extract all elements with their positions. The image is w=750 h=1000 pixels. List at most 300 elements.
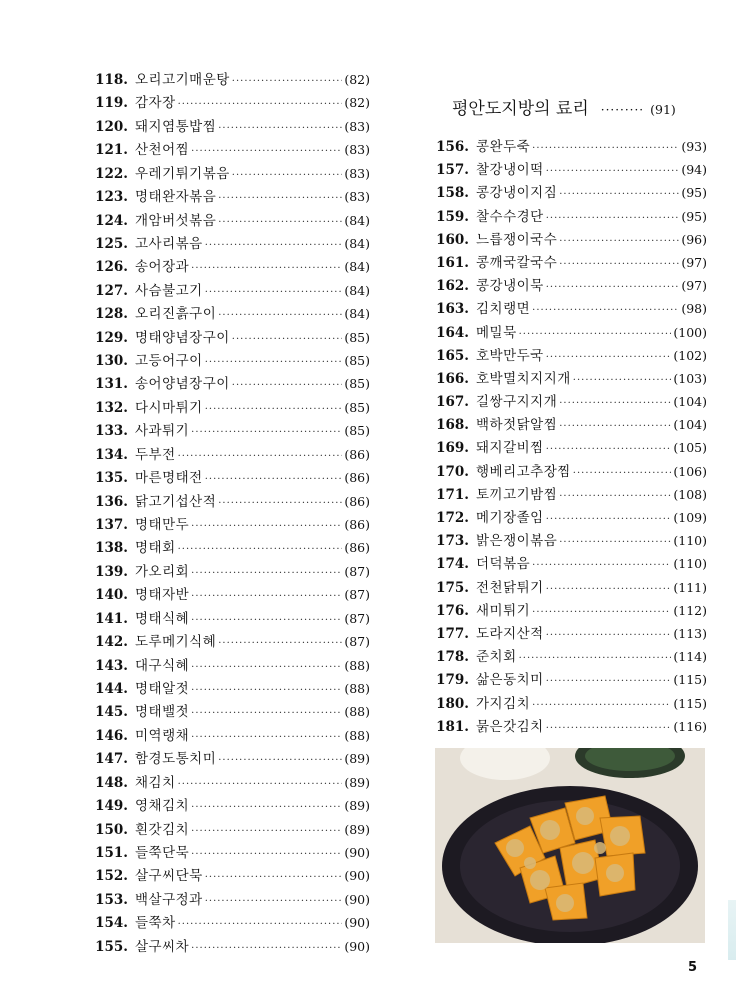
leader-dots — [205, 398, 343, 421]
entry-title: 감자장 — [135, 95, 176, 112]
entry-number: 123. — [95, 189, 128, 206]
entry-page: (93) — [681, 139, 707, 154]
toc-entry — [88, 162, 370, 185]
toc-entry — [435, 645, 707, 668]
leader-dots — [191, 726, 342, 749]
entry-page: (97) — [681, 254, 707, 270]
entry-title: 행베리고추장찜 — [476, 463, 571, 480]
toc-entry — [88, 560, 370, 583]
toc-entry — [88, 396, 370, 419]
toc-right-column — [435, 135, 707, 738]
toc-entry — [435, 228, 707, 251]
entry-page: (89) — [344, 774, 370, 790]
entry-page: (113) — [673, 625, 707, 641]
entry-number: 163. — [436, 301, 469, 318]
entry-page: (104) — [673, 417, 707, 433]
leader-dots — [205, 234, 343, 257]
entry-page: (100) — [673, 324, 707, 340]
entry-number: 127. — [95, 282, 128, 299]
entry-number: 131. — [95, 376, 128, 393]
leader-dots — [546, 624, 672, 647]
leader-dots — [205, 468, 343, 491]
page-edge-tab — [728, 900, 736, 960]
leader-dots — [191, 679, 342, 702]
entry-title: 콩강냉이묵 — [476, 278, 544, 295]
entry-title: 영채김치 — [135, 798, 190, 815]
leader-dots — [178, 93, 343, 116]
toc-entry — [88, 700, 370, 723]
leader-dots — [218, 492, 342, 515]
toc-entry — [435, 576, 707, 599]
entry-title: 명태완자볶음 — [135, 189, 217, 206]
entry-title: 백하젓닭알찜 — [476, 417, 558, 434]
toc-entry — [435, 506, 707, 529]
leader-dots — [519, 647, 672, 670]
entry-page: (89) — [344, 751, 370, 767]
entry-page: (85) — [344, 376, 370, 392]
entry-page: (86) — [344, 470, 370, 486]
entry-title: 송어양념장구이 — [135, 376, 230, 393]
toc-entry — [88, 255, 370, 278]
entry-number: 154. — [95, 915, 128, 932]
entry-title: 토끼고기밤찜 — [476, 486, 558, 503]
toc-entry — [88, 443, 370, 466]
entry-page: (84) — [344, 235, 370, 251]
toc-entry — [435, 715, 707, 738]
entry-page: (110) — [673, 556, 707, 572]
leader-dots — [532, 137, 679, 160]
leader-dots — [191, 585, 342, 608]
entry-number: 151. — [95, 844, 128, 861]
entry-number: 137. — [95, 517, 128, 534]
entry-title: 명태밸젓 — [135, 704, 190, 721]
entry-number: 159. — [436, 208, 469, 225]
toc-entry — [88, 209, 370, 232]
toc-entry — [88, 583, 370, 606]
entry-number: 164. — [436, 324, 469, 341]
entry-page: (86) — [344, 540, 370, 556]
toc-entry — [435, 344, 707, 367]
entry-number: 155. — [95, 938, 128, 955]
toc-entry — [88, 935, 370, 958]
entry-title: 들쭉단묵 — [135, 844, 190, 861]
entry-page: (83) — [344, 189, 370, 205]
toc-entry — [435, 297, 707, 320]
toc-entry — [88, 911, 370, 934]
entry-number: 156. — [436, 139, 469, 155]
entry-title: 가지김치 — [476, 695, 531, 712]
entry-page: (94) — [681, 162, 707, 178]
leader-dots — [205, 281, 343, 304]
entry-number: 145. — [95, 704, 128, 721]
entry-number: 125. — [95, 235, 128, 252]
toc-entry — [88, 607, 370, 630]
toc-entry — [88, 864, 370, 887]
toc-entry — [435, 390, 707, 413]
entry-title: 오리고기매운탕 — [135, 72, 230, 88]
entry-title: 미역랭채 — [135, 727, 190, 744]
toc-entry — [88, 68, 370, 91]
toc-entry — [88, 302, 370, 325]
entry-title: 명태만두 — [135, 517, 190, 534]
entry-number: 128. — [95, 306, 128, 323]
toc-entry — [435, 460, 707, 483]
leader-dots — [191, 937, 342, 960]
toc-entry — [88, 419, 370, 442]
entry-number: 158. — [436, 185, 469, 202]
toc-entry — [435, 321, 707, 344]
entry-page: (106) — [673, 463, 707, 479]
page-number: 5 — [688, 960, 698, 975]
toc-entry — [88, 724, 370, 747]
entry-page: (114) — [673, 649, 707, 665]
leader-dots — [546, 207, 680, 230]
leader-dots — [218, 117, 342, 140]
toc-entry — [88, 185, 370, 208]
food-photo-image — [435, 748, 705, 943]
entry-title: 고사리볶음 — [135, 235, 203, 252]
entry-page: (90) — [344, 891, 370, 907]
entry-number: 181. — [436, 718, 469, 735]
leader-dots — [573, 369, 672, 392]
toc-entry — [88, 490, 370, 513]
entry-number: 167. — [436, 394, 469, 411]
entry-number: 134. — [95, 446, 128, 463]
entry-number: 142. — [95, 634, 128, 651]
entry-number: 175. — [436, 579, 469, 596]
entry-number: 153. — [95, 891, 128, 908]
toc-entry — [435, 552, 707, 575]
entry-page: (112) — [673, 602, 707, 618]
leader-dots — [546, 438, 672, 461]
leader-dots — [559, 392, 671, 415]
toc-entry — [88, 372, 370, 395]
entry-page: (84) — [344, 259, 370, 275]
toc-entry — [88, 747, 370, 770]
entry-number: 130. — [95, 353, 128, 370]
entry-title: 사슴불고기 — [135, 282, 203, 299]
leader-dots — [205, 890, 343, 913]
entry-page: (86) — [344, 517, 370, 533]
entry-page: (89) — [344, 798, 370, 814]
entry-title: 채김치 — [135, 774, 176, 791]
entry-page: (102) — [673, 347, 707, 363]
entry-title: 두부전 — [135, 446, 176, 463]
toc-entry — [88, 349, 370, 372]
entry-number: 119. — [95, 95, 128, 112]
entry-page: (84) — [344, 306, 370, 322]
entry-title: 살구씨차 — [135, 938, 190, 955]
entry-page: (90) — [344, 915, 370, 931]
entry-title: 묽은갓김치 — [476, 718, 544, 735]
entry-page: (83) — [344, 142, 370, 158]
entry-number: 174. — [436, 556, 469, 573]
entry-number: 170. — [436, 463, 469, 480]
entry-number: 157. — [436, 162, 469, 179]
entry-number: 144. — [95, 680, 128, 697]
entry-number: 141. — [95, 610, 128, 627]
entry-title: 고등어구이 — [135, 353, 203, 370]
entry-number: 148. — [95, 774, 128, 791]
toc-entry — [88, 630, 370, 653]
entry-title: 콩완두죽 — [476, 139, 531, 155]
entry-page: (88) — [344, 727, 370, 743]
leader-dots — [559, 253, 679, 276]
toc-entry — [435, 274, 707, 297]
leader-dots — [546, 160, 680, 183]
entry-title: 명태식혜 — [135, 610, 190, 627]
entry-page: (90) — [344, 844, 370, 860]
entry-number: 146. — [95, 727, 128, 744]
entry-number: 139. — [95, 563, 128, 580]
entry-page: (87) — [344, 610, 370, 626]
entry-title: 길쌍구지지개 — [476, 394, 558, 411]
entry-title: 대구식혜 — [135, 657, 190, 674]
leader-dots — [232, 70, 343, 93]
leader-dots — [519, 323, 672, 346]
entry-page: (84) — [344, 282, 370, 298]
toc-entry — [88, 888, 370, 911]
leader-dots — [191, 820, 342, 843]
entry-number: 150. — [95, 821, 128, 838]
toc-entry — [435, 483, 707, 506]
entry-number: 138. — [95, 540, 128, 557]
entry-page: (86) — [344, 446, 370, 462]
entry-page: (87) — [344, 587, 370, 603]
entry-page: (88) — [344, 657, 370, 673]
entry-number: 178. — [436, 649, 469, 666]
leader-dots — [532, 554, 671, 577]
entry-title: 마른명태전 — [135, 470, 203, 487]
entry-title: 준치회 — [476, 649, 517, 666]
leader-dots — [546, 717, 672, 740]
leader-dots — [191, 562, 342, 585]
entry-number: 135. — [95, 470, 128, 487]
toc-entry — [88, 232, 370, 255]
entry-title: 콩강냉이지짐 — [476, 185, 558, 202]
toc-entry — [435, 622, 707, 645]
entry-page: (87) — [344, 563, 370, 579]
leader-dots — [232, 164, 343, 187]
leader-dots — [559, 415, 671, 438]
entry-page: (98) — [681, 301, 707, 317]
toc-entry — [88, 677, 370, 700]
leader-dots — [205, 866, 343, 889]
section-page: (91) — [650, 102, 676, 117]
toc-entry — [88, 279, 370, 302]
toc-entry — [88, 794, 370, 817]
leader-dots — [191, 843, 342, 866]
entry-title: 전천닭튀기 — [476, 579, 544, 596]
leader-dots — [559, 531, 671, 554]
entry-page: (97) — [681, 278, 707, 294]
leader-dots — [191, 609, 342, 632]
entry-number: 169. — [436, 440, 469, 457]
leader-dots — [559, 485, 671, 508]
entry-page: (89) — [344, 821, 370, 837]
entry-number: 147. — [95, 751, 128, 768]
leader-dots — [559, 230, 679, 253]
entry-number: 126. — [95, 259, 128, 276]
toc-entry — [435, 436, 707, 459]
leader-dots — [191, 421, 342, 444]
entry-page: (105) — [673, 440, 707, 456]
entry-number: 149. — [95, 798, 128, 815]
entry-number: 120. — [95, 118, 128, 135]
entry-title: 삶은동치미 — [476, 672, 544, 689]
entry-page: (82) — [344, 95, 370, 111]
entry-page: (103) — [673, 370, 707, 386]
entry-title: 호박멸치지지개 — [476, 370, 571, 387]
entry-page: (96) — [681, 231, 707, 247]
leader-dots — [232, 374, 343, 397]
entry-number: 124. — [95, 212, 128, 229]
toc-entry — [435, 692, 707, 715]
entry-title: 명태자반 — [135, 587, 190, 604]
entry-page: (110) — [673, 533, 707, 549]
toc-entry — [435, 205, 707, 228]
entry-title: 살구씨단묵 — [135, 868, 203, 885]
leader-dots — [191, 796, 342, 819]
entry-page: (83) — [344, 118, 370, 134]
entry-number: 133. — [95, 423, 128, 440]
leader-dots — [191, 515, 342, 538]
entry-title: 명태알젓 — [135, 680, 190, 697]
leader-dots — [232, 328, 343, 351]
entry-title: 도루메기식혜 — [135, 634, 217, 651]
leader-dots — [559, 183, 679, 206]
toc-entry — [88, 654, 370, 677]
toc-entry — [435, 413, 707, 436]
entry-title: 사과튀기 — [135, 423, 190, 440]
entry-title: 오리진흙구이 — [135, 306, 217, 323]
toc-entry — [435, 135, 707, 158]
entry-number: 122. — [95, 165, 128, 182]
entry-number: 165. — [436, 347, 469, 364]
leader-dots — [178, 445, 343, 468]
toc-entry — [435, 599, 707, 622]
entry-page: (108) — [673, 486, 707, 502]
entry-title: 느릅쟁이국수 — [476, 231, 558, 248]
entry-page: (85) — [344, 353, 370, 369]
entry-title: 새미튀기 — [476, 602, 531, 619]
leader-dots — [218, 632, 342, 655]
entry-page: (83) — [344, 165, 370, 181]
entry-title: 찰강냉이떡 — [476, 162, 544, 179]
entry-number: 162. — [436, 278, 469, 295]
leader-dots — [191, 257, 342, 280]
entry-number: 180. — [436, 695, 469, 712]
toc-entry — [88, 771, 370, 794]
entry-title: 닭고기섭산적 — [135, 493, 217, 510]
leader-dots — [532, 694, 671, 717]
entry-number: 168. — [436, 417, 469, 434]
entry-page: (86) — [344, 493, 370, 509]
leader-dots — [191, 702, 342, 725]
leader-dots — [218, 187, 342, 210]
entry-number: 177. — [436, 625, 469, 642]
entry-title: 명태양념장구이 — [135, 329, 230, 346]
toc-entry — [88, 536, 370, 559]
section-heading — [452, 94, 676, 119]
entry-title: 호박만두국 — [476, 347, 544, 364]
entry-number: 161. — [436, 254, 469, 271]
entry-title: 다시마튀기 — [135, 399, 203, 416]
entry-page: (115) — [673, 672, 707, 688]
entry-page: (84) — [344, 212, 370, 228]
leader-dots: ········· — [600, 103, 645, 117]
entry-title: 개암버섯볶음 — [135, 212, 217, 229]
entry-number: 179. — [436, 672, 469, 689]
entry-title: 우레기튀기볶음 — [135, 165, 230, 182]
entry-number: 143. — [95, 657, 128, 674]
entry-number: 152. — [95, 868, 128, 885]
entry-page: (90) — [344, 938, 370, 954]
entry-title: 찰수수경단 — [476, 208, 544, 225]
leader-dots — [532, 299, 679, 322]
leader-dots — [218, 749, 342, 772]
leader-dots — [532, 601, 671, 624]
entry-page: (109) — [673, 510, 707, 525]
leader-dots — [178, 773, 343, 796]
entry-title: 더덕볶음 — [476, 556, 531, 573]
entry-title: 콩깨국칼국수 — [476, 254, 558, 271]
leader-dots — [191, 140, 342, 163]
entry-number: 171. — [436, 486, 469, 503]
entry-number: 140. — [95, 587, 128, 604]
entry-title: 돼지염통밥찜 — [135, 118, 217, 135]
toc-entry — [435, 529, 707, 552]
entry-title: 산천어찜 — [135, 142, 190, 159]
toc-entry — [435, 158, 707, 181]
section-title: 평안도지방의 료리 — [452, 99, 589, 119]
entry-page: (115) — [673, 695, 707, 711]
toc-entry — [88, 513, 370, 536]
entry-page: (111) — [673, 579, 707, 595]
entry-title: 가오리회 — [135, 563, 190, 580]
leader-dots — [546, 670, 672, 693]
toc-entry — [435, 251, 707, 274]
leader-dots — [546, 276, 680, 299]
entry-title: 메기장졸임 — [476, 510, 544, 526]
food-photo — [435, 748, 705, 943]
entry-title: 함경도통치미 — [135, 751, 217, 768]
leader-dots — [218, 304, 342, 327]
leader-dots — [178, 913, 343, 936]
entry-title: 밝은쟁이볶음 — [476, 533, 558, 550]
entry-title: 송어장과 — [135, 259, 190, 276]
entry-page: (87) — [344, 634, 370, 650]
leader-dots — [218, 211, 342, 234]
entry-page: (95) — [681, 185, 707, 201]
entry-title: 돼지갈비찜 — [476, 440, 544, 457]
leader-dots — [191, 656, 342, 679]
entry-number: 121. — [95, 142, 128, 159]
leader-dots — [546, 508, 672, 531]
entry-title: 도라지산적 — [476, 625, 544, 642]
entry-number: 118. — [95, 72, 128, 88]
entry-title: 메밀묵 — [476, 324, 517, 341]
entry-number: 166. — [436, 370, 469, 387]
entry-page: (82) — [344, 72, 370, 87]
leader-dots — [573, 462, 672, 485]
leader-dots — [178, 538, 343, 561]
toc-entry — [88, 841, 370, 864]
entry-title: 흰갓김치 — [135, 821, 190, 838]
entry-page: (88) — [344, 704, 370, 720]
toc-entry — [88, 466, 370, 489]
entry-page: (104) — [673, 394, 707, 410]
